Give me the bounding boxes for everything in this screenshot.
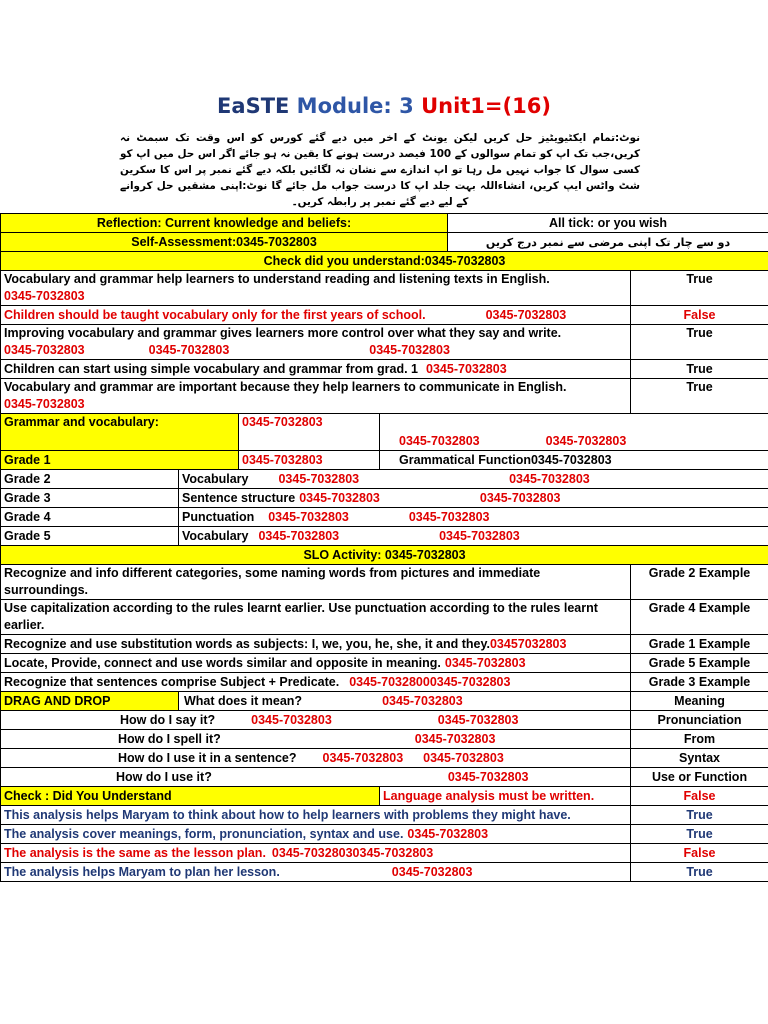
statement-text: Vocabulary and grammar help learners to understand reading and listening texts in English. 0345-7032803 (1, 271, 631, 306)
slo-row (1, 673, 768, 692)
grade-row (1, 489, 768, 508)
check-understand-row (1, 252, 768, 271)
drag-answer: Meaning (631, 692, 768, 711)
grammar-phones: 0345-7032803 0345-7032803 (380, 414, 768, 451)
drag-row (1, 711, 768, 730)
grade-item: Punctuation 0345-7032803 0345-7032803 (179, 508, 768, 527)
page-title (0, 94, 768, 118)
title-module: Module: 3 (296, 94, 414, 118)
check-row (1, 863, 768, 882)
check-text: The analysis helps Maryam to plan her lesson. 0345-7032803 (1, 863, 631, 882)
drag-answer: From (631, 730, 768, 749)
drag-answer: Pronunciation (631, 711, 768, 730)
statement-text: Children can start using simple vocabulary and grammar from grad. 1 0345-7032803 (1, 360, 631, 379)
slo-text: Recognize that sentences comprise Subject + Predicate. 0345-70328000345-7032803 (1, 673, 631, 692)
grade-function: Grammatical Function0345-7032803 (380, 451, 768, 470)
statement-row (1, 271, 768, 306)
drag-question: How do I use it in a sentence? 0345-7032803 0345-7032803 (1, 749, 631, 768)
statement-text: Vocabulary and grammar are important because they help learners to communicate in English. 0345-7032803 (1, 379, 631, 414)
slo-row (1, 635, 768, 654)
slo-text: Use capitalization according to the rules learnt earlier. Use punctuation according to the rules learnt earlier. (1, 600, 631, 635)
grade-label: Grade 2 (1, 470, 179, 489)
grade-item: Vocabulary 0345-7032803 0345-7032803 (179, 527, 768, 546)
grade-item: Sentence structure 0345-7032803 0345-7032803 (179, 489, 768, 508)
check-understand-heading: Check did you understand:0345-7032803 (1, 252, 768, 271)
drag-question: How do I use it? 0345-7032803 (1, 768, 631, 787)
slo-answer: Grade 3 Example (631, 673, 768, 692)
grade-row (1, 508, 768, 527)
grade-row (1, 470, 768, 489)
statement-answer: True (631, 271, 768, 306)
check-text: Language analysis must be written. (380, 787, 631, 806)
statement-answer: True (631, 325, 768, 360)
check-answer: True (631, 863, 768, 882)
check-row (1, 844, 768, 863)
statement-answer: False (631, 306, 768, 325)
statement-row (1, 360, 768, 379)
slo-answer: Grade 1 Example (631, 635, 768, 654)
drag-row (1, 749, 768, 768)
drag-answer: Use or Function (631, 768, 768, 787)
grade-phone: 0345-7032803 (239, 451, 380, 470)
grade-item: Vocabulary 0345-7032803 0345-7032803 (179, 470, 768, 489)
slo-text: Recognize and info different categories, some naming words from pictures and immediate surroundings. (1, 565, 631, 600)
slo-answer: Grade 4 Example (631, 600, 768, 635)
statement-answer: True (631, 360, 768, 379)
grade-label: Grade 3 (1, 489, 179, 508)
grade-label: Grade 5 (1, 527, 179, 546)
check-answer: True (631, 825, 768, 844)
grade-row (1, 527, 768, 546)
title-easte: EaSTE (217, 94, 290, 118)
reflection-row (1, 214, 768, 233)
drag-answer: Syntax (631, 749, 768, 768)
check-text: The analysis is the same as the lesson plan. 0345-70328030345-7032803 (1, 844, 631, 863)
slo-answer: Grade 2 Example (631, 565, 768, 600)
drag-label: DRAG AND DROP (1, 692, 179, 711)
drag-row (1, 730, 768, 749)
slo-row (1, 654, 768, 673)
slo-row (1, 600, 768, 635)
statement-answer: True (631, 379, 768, 414)
check-text: This analysis helps Maryam to think about how to help learners with problems they might have. (1, 806, 631, 825)
grammar-label: Grammar and vocabulary: (1, 414, 239, 451)
slo-text: Locate, Provide, connect and use words similar and opposite in meaning. 0345-7032803 (1, 654, 631, 673)
check-row (1, 825, 768, 844)
grade-label: Grade 1 (1, 451, 239, 470)
check-answer: False (631, 844, 768, 863)
self-assessment-label: Self-Assessment:0345-7032803 (1, 233, 448, 252)
drag-question: What does it mean? 0345-7032803 (179, 692, 631, 711)
drag-row (1, 692, 768, 711)
statement-row (1, 325, 768, 360)
slo-text: Recognize and use substitution words as subjects: I, we, you, he, she, it and they.03457032803 (1, 635, 631, 654)
check-answer: False (631, 787, 768, 806)
slo-heading-row (1, 546, 768, 565)
grammar-header-row (1, 414, 768, 451)
urdu-note: نوٹ:تمام ایکٹیویٹیز حل کریں لیکن یونٹ کے اخر میں دیے گئے کورس کو اس وقت تک سبمٹ نہ کریں،جب تک اپ کو تمام سوالوں کے 100 فیصد درست ہونے کا یقین نہ ہو جائے اگر اس حل میں اپ کو کسی سوال کا جواب نہیں مل رہا تو اپ اندازے سے نشان نہ لگائیں بلکہ دیے گئے نمبر پر اس کا سکرین شٹ واٹس ایپ کریں، انشاءاللہ بہت جلد اپ کا درست جواب مل جائے گا نوٹ:اپنی مشقیں حل کروانے کے لیے دیے گئے نمبر پر رابطہ کریں۔ (120, 132, 640, 208)
drag-question: How do I say it? 0345-7032803 0345-7032803 (1, 711, 631, 730)
check-label: Check : Did You Understand (1, 787, 380, 806)
all-tick-label: All tick: or you wish (448, 214, 768, 233)
grade-row (1, 451, 768, 470)
slo-heading: SLO Activity: 0345-7032803 (1, 546, 768, 565)
title-unit: Unit1=(16) (421, 94, 551, 118)
check-text: The analysis cover meanings, form, pronunciation, syntax and use. 0345-7032803 (1, 825, 631, 844)
drag-question: How do I spell it? 0345-7032803 (1, 730, 631, 749)
grade-label: Grade 4 (1, 508, 179, 527)
slo-row (1, 565, 768, 600)
drag-row (1, 768, 768, 787)
check-row (1, 806, 768, 825)
check-row (1, 787, 768, 806)
worksheet-table (0, 213, 768, 882)
statement-row (1, 379, 768, 414)
reflection-label: Reflection: Current knowledge and beliefs: (1, 214, 448, 233)
self-assessment-row (1, 233, 768, 252)
statement-text: Improving vocabulary and grammar gives learners more control over what they say and write. 0345-7032803 0345-7032803 0345-7032803 (1, 325, 631, 360)
statement-row (1, 306, 768, 325)
slo-answer: Grade 5 Example (631, 654, 768, 673)
grammar-phone: 0345-7032803 (239, 414, 380, 451)
urdu-instruction: دو سے چار تک اپنی مرضی سے نمبر درج کریں (448, 233, 768, 252)
check-answer: True (631, 806, 768, 825)
statement-text: Children should be taught vocabulary only for the first years of school. 0345-7032803 (1, 306, 631, 325)
